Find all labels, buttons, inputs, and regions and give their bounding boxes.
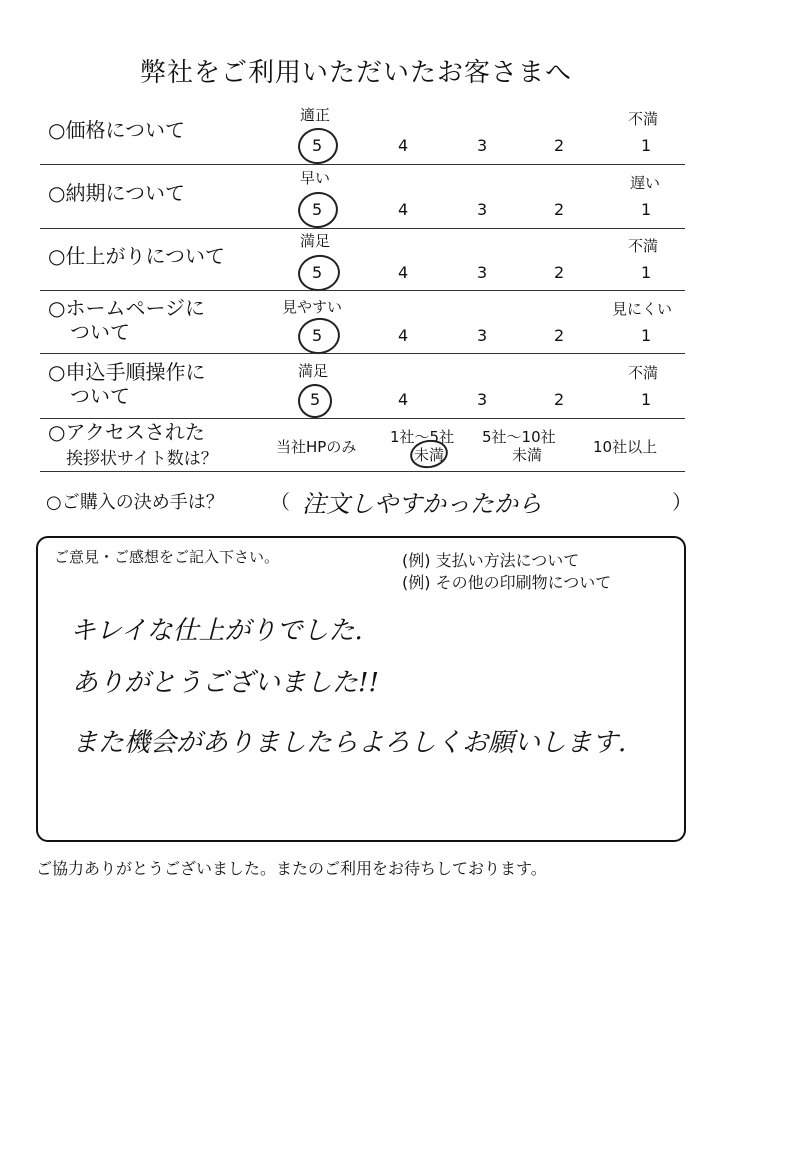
scale-option[interactable]: 2 [554, 136, 565, 155]
scale-option[interactable]: 1 [641, 390, 652, 409]
scale-option[interactable]: 4 [398, 136, 409, 155]
access-option-1-5-suffix: 未満 [414, 446, 445, 464]
divider [40, 471, 685, 472]
purchase-answer[interactable]: 注文しやすかったから [302, 490, 542, 518]
scale-right-label: 不満 [628, 237, 659, 255]
selected-circle [296, 189, 341, 230]
scale-left-label: 早い [300, 169, 331, 187]
question-homepage-label-line1: ○ホームページに [48, 296, 206, 320]
scale-option[interactable]: 2 [554, 263, 565, 282]
question-procedure-label-line2: ついて [70, 384, 130, 408]
close-paren: ） [672, 490, 692, 514]
scale-option[interactable]: 5 [312, 136, 323, 155]
scale-option[interactable]: 3 [477, 136, 488, 155]
access-option-own[interactable]: 当社HPのみ [276, 438, 357, 456]
question-delivery-label: ○納期について [48, 181, 186, 205]
page-title: 弊社をご利用いただいたお客さまへ [140, 58, 573, 88]
scale-right-label: 見にくい [612, 300, 673, 318]
scale-option[interactable]: 3 [477, 390, 488, 409]
scale-option[interactable]: 1 [641, 200, 652, 219]
scale-option[interactable]: 4 [398, 326, 409, 345]
footer-thanks: ご協力ありがとうございました。またのご利用をお待ちしております。 [36, 859, 547, 878]
access-option-5-10[interactable]: 5社〜10社 [482, 428, 556, 446]
comment-line-3: また機会がありましたらよろしくお願いします. [72, 728, 627, 758]
question-purchase-label: ○ご購入の決め手は？ [46, 492, 224, 513]
divider [40, 164, 685, 165]
scale-option[interactable]: 1 [641, 136, 652, 155]
access-option-1-5[interactable]: 1社〜5社 [390, 428, 455, 446]
comment-example-2: (例) その他の印刷物について [402, 573, 612, 592]
divider [40, 290, 685, 291]
scale-option[interactable]: 3 [477, 326, 488, 345]
comment-line-1: キレイな仕上がりでした. [70, 616, 363, 646]
comment-example-1: (例) 支払い方法について [402, 551, 580, 570]
scale-option[interactable]: 4 [398, 390, 409, 409]
scale-right-label: 不満 [628, 110, 659, 128]
divider [40, 353, 685, 354]
selected-circle [296, 252, 343, 293]
comment-label: ご意見・ご感想をご記入下さい。 [54, 548, 280, 566]
question-procedure-label-line1: ○申込手順操作に [48, 360, 206, 384]
open-paren: （ [270, 490, 290, 514]
scale-option[interactable]: 2 [554, 390, 565, 409]
access-option-5-10-suffix: 未満 [512, 446, 543, 464]
access-option-10plus[interactable]: 10社以上 [593, 438, 658, 456]
scale-option[interactable]: 3 [477, 200, 488, 219]
question-price-label: ○価格について [48, 118, 186, 142]
comment-line-2: ありがとうございました!! [72, 668, 379, 698]
selected-circle [296, 382, 334, 420]
question-finish-label: ○仕上がりについて [48, 244, 226, 268]
question-homepage-label-line2: ついて [70, 320, 130, 344]
scale-option[interactable]: 5 [312, 326, 323, 345]
scale-right-label: 不満 [628, 364, 659, 382]
scale-left-label: 満足 [300, 232, 331, 250]
divider [40, 418, 685, 419]
divider [40, 228, 685, 229]
scale-option[interactable]: 4 [398, 263, 409, 282]
question-access-label-line1: ○アクセスされた [48, 420, 205, 444]
scale-left-label: 見やすい [282, 298, 343, 316]
scale-option[interactable]: 2 [554, 326, 565, 345]
selected-circle [296, 315, 343, 356]
scale-right-label: 遅い [630, 174, 661, 192]
scale-option[interactable]: 1 [641, 263, 652, 282]
scale-option[interactable]: 2 [554, 200, 565, 219]
scale-option[interactable]: 3 [477, 263, 488, 282]
scale-option[interactable]: 4 [398, 200, 409, 219]
scale-option[interactable]: 5 [312, 200, 323, 219]
scale-option[interactable]: 1 [641, 326, 652, 345]
scale-option[interactable]: 5 [310, 390, 321, 409]
question-access-label-line2: 挨拶状サイト数は？ [66, 449, 218, 469]
scale-option[interactable]: 5 [312, 263, 323, 282]
selected-circle [296, 125, 341, 166]
scale-left-label: 満足 [298, 362, 329, 380]
scale-left-label: 適正 [300, 106, 331, 124]
